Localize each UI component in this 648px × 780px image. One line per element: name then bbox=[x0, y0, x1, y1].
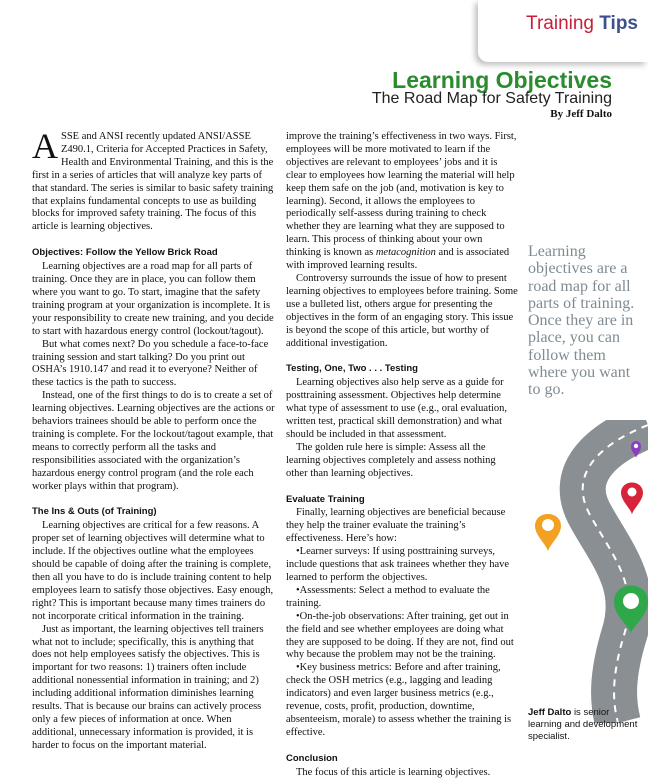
author-bio bbox=[528, 707, 640, 743]
article-title: Learning Objectives bbox=[392, 67, 612, 93]
paragraph: The golden rule here is simple: Assess all the learning objectives completely and assess nothing other than learning objectives. bbox=[286, 441, 496, 479]
paragraph: Finally, learning objectives are beneficial because they help the trainer evaluate the training’s effectiveness. Here’s how: bbox=[286, 507, 506, 545]
tab-word-training: Training bbox=[526, 13, 594, 34]
section-tab bbox=[478, 0, 648, 62]
pull-quote: Learning objectives are a road map for all parts of training. Once they are in place, you can follow them where you want to go. bbox=[528, 243, 635, 399]
road-map-illustration bbox=[520, 420, 648, 723]
paragraph: improve the training’s effectiveness in two ways. First, employees will be more motivated to learn if the objectives are relevant to employees’ jobs and it is clear to employees how learning the material will help keep them safe on the job (and, motivation is key to learning). Second, it allows the employees to periodically self-assess during training to check whether they are learning what they are supposed to learn. This process of thinking about your own thinking is known as metacognition and is associated with improved learning results. bbox=[286, 131, 517, 272]
heading-ins-and-outs: The Ins & Outs (of Training) bbox=[32, 506, 157, 518]
paragraph: But what comes next? Do you schedule a face-to-face training session and start talking? Do you print out OSHA’s 1910.147 and read it to everyone? Neither of these tactics is the path to success. bbox=[32, 338, 269, 389]
tab-word-tips: Tips bbox=[599, 13, 638, 34]
bullet-item: •Learner surveys: If using posttraining surveys, include questions that ask trainees whether they have learned to perform the objectives. bbox=[286, 546, 510, 583]
paragraph: Instead, one of the first things to do is to create a set of learning objectives. Learning objectives are the actions or behaviors trainees should be able to perform once the training is complete. For the lockout/tagout example, that means to correctly perform all the tasks and responsibilities associated with the organization’s hazardous energy control program (and the role each worker plays within that program). bbox=[32, 390, 275, 492]
article-subtitle: The Road Map for Safety Training bbox=[371, 90, 612, 107]
heading-testing: Testing, One, Two . . . Testing bbox=[286, 363, 418, 375]
bullet-item: •Key business metrics: Before and after training, check the OSH metrics (e.g., lagging and leading indicators) and even larger business metrics (e.g., revenue, costs, profit, production, downtime, absenteeism, morale) to assess whether the training is effective. bbox=[286, 662, 512, 738]
byline: By Jeff Dalto bbox=[550, 108, 612, 120]
intro-text: SSE and ANSI recently updated ANSI/ASSE Z490.1, Criteria for Accepted Practices in Safety, Health and Environmental Training, and this is the first in a series of articles that will analyze key parts of that standard. The series is similar to basic safety training that explains fundamental concepts to use as building blocks for improved safety training. The focus of this article is learning objectives. bbox=[32, 131, 274, 233]
heading-yellow-brick-road: Objectives: Follow the Yellow Brick Road bbox=[32, 247, 218, 259]
paragraph: Learning objectives are critical for a few reasons. A proper set of learning objectives will determine what to include. If the objectives outline what the employees should be capable of doing after the training is complete, then all you have to do is include training content to help employees learn to satisfy those objectives. Easy enough, right? This is important because many times trainers do not incorporate critical information in the training. bbox=[32, 520, 274, 622]
heading-evaluate-training: Evaluate Training bbox=[286, 493, 365, 505]
bullet-item: •On-the-job observations: After training, get out in the field and see whether employees are doing what they are supposed to be doing. If they are not, find out why because the problem may not be the training. bbox=[286, 610, 514, 661]
paragraph: Controversy surrounds the issue of how to present learning objectives to employees before training. Some use a bulleted list, others argue for presenting the objectives in the form of an engaging story. This issue is beyond the scope of this article, but worthy of additional investigation. bbox=[286, 272, 518, 349]
heading-conclusion: Conclusion bbox=[286, 752, 338, 764]
section-tab-label bbox=[526, 13, 638, 35]
map-pin-red-icon bbox=[621, 483, 643, 516]
paragraph: Just as important, the learning objectives tell trainers what not to include; specifically, this is anything that does not help employees satisfy the objectives. This is important for two reasons: 1) trainers often include additional nonessential information in training; and 2) including additional information diminishes learning results. That is because our brains can actively process only a few pieces of information at once. When additional, unnecessary information is provided, it is harder to focus on the important material. bbox=[32, 623, 264, 751]
paragraph: Learning objectives also help serve as a guide for posttraining assessment. Objectives help determine what type of assessment to use (e.g., oral evaluation, written test, practical skill demonstration) and what should be included in that assessment. bbox=[286, 377, 508, 440]
paragraph: Learning objectives are a road map for all parts of training. Once they are in place, you can follow them where you want to go. To start, imagine that the safety training program at your organization is incomplete. It is your responsibility to create new training, and you decide to start with hazardous energy control (lockout/tagout). bbox=[32, 261, 274, 337]
author-bio-text: is senior learning and development specialist. bbox=[528, 707, 638, 742]
author-name: Jeff Dalto bbox=[528, 707, 572, 718]
map-pin-orange-icon bbox=[535, 514, 561, 552]
paragraph: The focus of this article is learning objectives. bbox=[296, 766, 491, 778]
term-metacognition: metacognition bbox=[375, 247, 436, 259]
drop-cap: A bbox=[32, 126, 58, 166]
column-middle bbox=[286, 131, 518, 780]
column-left bbox=[32, 126, 275, 753]
intro-paragraph bbox=[32, 126, 275, 234]
road-shape bbox=[583, 425, 648, 723]
bullet-item: •Assessments: Select a method to evaluate the training. bbox=[286, 584, 490, 609]
